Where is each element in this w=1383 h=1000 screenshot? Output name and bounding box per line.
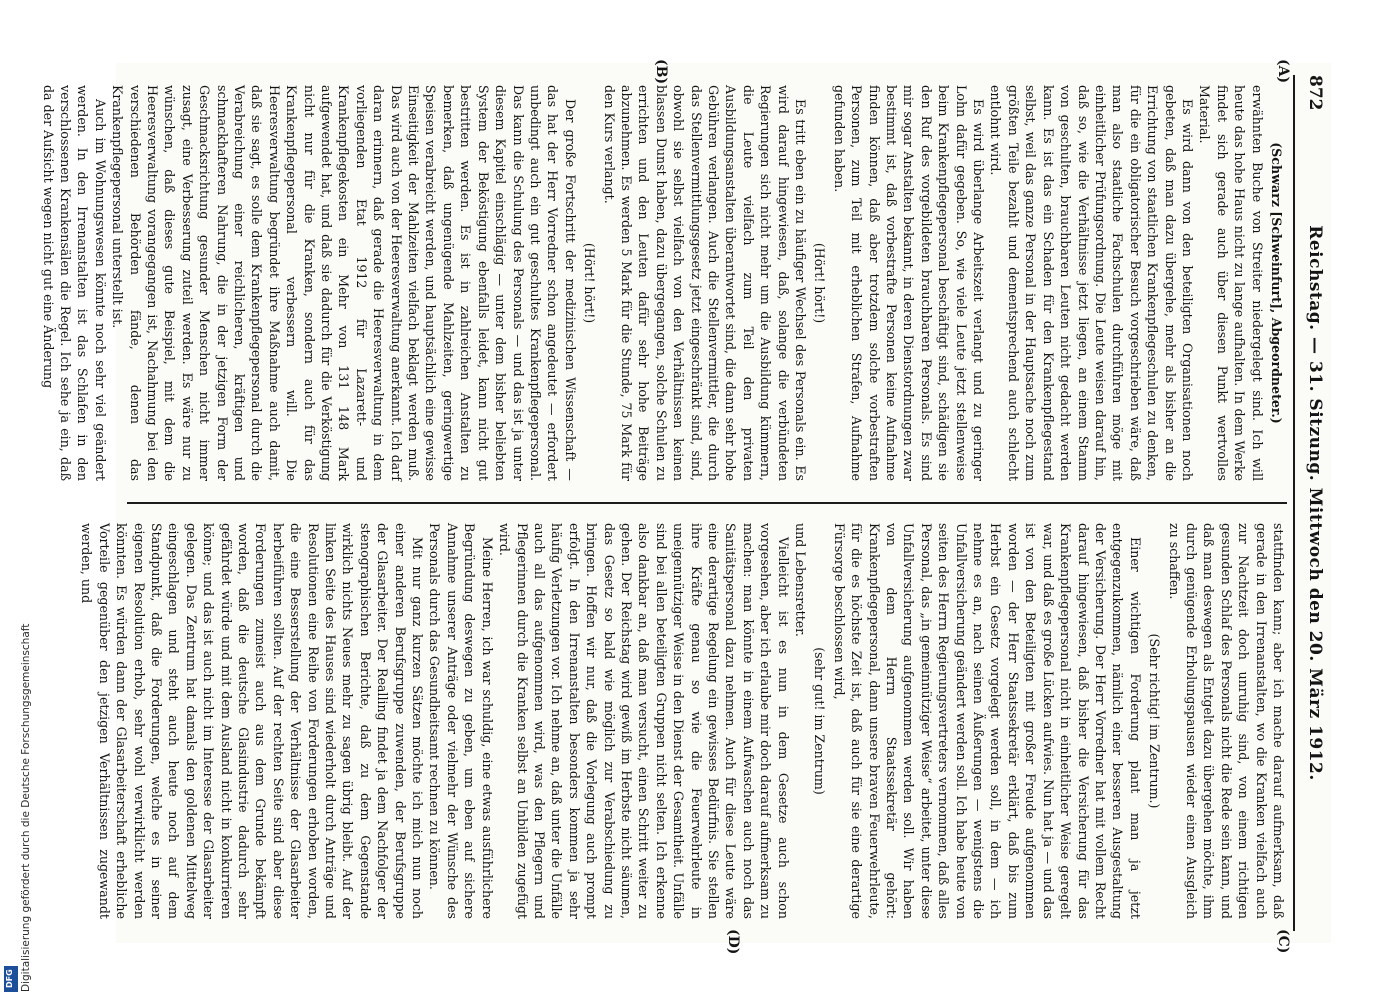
page-number: 872 — [1305, 75, 1325, 111]
paragraph: Es wird überlange Arbeitszeit verlangt und zu geringer Lohn dafür gegeben. So, wie viele Leute jetzt stellenweise beim Krankenpflegepersonal beschäftigt sind, schädigen sie den Ruf des vorgebildeten brauchbaren Personals. Es sind mir sogar Anstalten bekannt, in deren Dienstordnungen zwar bestimmt ist, daß vorbestrafte Personen keine Aufnahme finden können, daß aber trotzdem solche vorbestraften Personen, zum Teil mit erheblichen Strafen, Aufnahme gefunden haben. — [831, 85, 987, 481]
speaker-line: (Schwarz [Schweinfurt], Abgeordneter.) — [1269, 142, 1284, 424]
margin-letter-b: (B) — [653, 59, 669, 85]
scanned-page — [40, 59, 1331, 955]
margin-letter-a: (A) — [1275, 59, 1291, 84]
column-divider — [127, 502, 1287, 504]
paragraph: stattfinden kann; aber ich mache darauf aufmerksam, daß gerade in den Irrenanstalten, wo die Kranken vielfach auch zur Nachtzeit doch unruhig sind, von einem richtigen gesunden Schlaf des Personals nicht die Rede sein kann, und daß man deswegen als Entgelt dazu übergehen möchte, ihm durch genügende Erholungspausen wieder einen Ausgleich zu schaffen. — [1166, 523, 1286, 919]
paragraph: Auch im Wohnungswesen könnte noch sehr viel geändert werden. In den Irrenanstalten ist das Schlafen in den verschlossenen Krankensälen die Regel. Ich sehe ja ein, daß da der Aufsicht wegen nicht gut eine Änderung — [40, 85, 108, 481]
paragraph: erwähnten Buche von Streiter niedergelegt sind. Ich will heute das hohe Haus nicht zu lange aufhalten. In dem Werke findet sich gerade auch über diesen Punkt wertvolles Material. — [1197, 85, 1265, 481]
dfg-logo — [4, 966, 18, 992]
reaction: (Sehr richtig! im Zentrum.) — [1147, 633, 1163, 809]
margin-letter-d: (D) — [725, 929, 741, 955]
digitization-credit: Digitalisierung gefördert durch die Deutsche Forschungsgemeinschaft — [20, 623, 32, 992]
paragraph: Vielleicht ist es nun in dem Gesetze auch schon vorgesehen, aber ich erlaube mir doch darauf aufmerksam zu machen: man könnte in einem Aufwaschen auch noch das Sanitätspersonal dazu nehmen. Auch für diese Leute wäre eine derartige Regelung ein gewisses Bedürfnis. Sie stellen ihre Kräfte genau so wie die Feuerwehrleute in uneigennütziger Weise in den Dienst der Gesamtheit. Unfälle sind bei allen beteiligten Gruppen nicht selten. Ich erkenne also dankbar an, daß man versucht, einen Schritt weiter zu gehen. Der Reichstag wird gewiß im Herbste nicht säumen, das Gesetz so bald wie möglich zur Verabschiedung zu bringen. Hoffen wir nur, daß die Vorlegung auch prompt erfolgt. In den Irrenanstalten besonders kommen ja sehr häufig Verletzungen vor. Ich nehme an, daß unter die Unfälle auch all das aufgenommen wird, was den Pflegern und Pflegerinnen durch die Kranken selbst an Unbilden zugefügt wird. — [497, 523, 791, 919]
margin-letter-c: (C) — [1275, 929, 1291, 954]
paragraph: Mit nur ganz kurzen Sätzen möchte ich mich nun noch einer anderen Berufsgruppe zuwenden, der Berufsgruppe der Glasarbeiter. Der Realling findet ja dem Nachfolger der stenographischen Berichte, daß zu dem Gegenstande wirklich nichts Neues mehr zu sagen übrig bleibt. Auf der linken Seite des Hauses sind wiederholt durch Anträge und Resolutionen eine Reihe von Forderungen erhoben worden, die eine Besserstellung der Verhältnisse der Glasarbeiter herbeiführen sollten. Auf der rechten Seite sind aber diese Forderungen zumeist auch aus dem Grunde bekämpft worden, daß die deutsche Glasindustrie dadurch sehr gefährdet würde und mit dem Ausland nicht in konkurrieren könne; und das ist auch nicht im Interesse der Glasarbeiter gelegen. Das Zentrum hat damals den goldenen Mittelweg eingeschlagen und steht auch heute noch auf dem Standpunkt, daß die Forderungen, welche es in seiner eigenen Resolution erhob, sehr wohl verwirklicht werden könnten. Es würden dann der Glasarbeiterschaft erhebliche Vorteile gegenüber den jetzigen Verhältnissen zugewandt werden, und — [79, 523, 426, 919]
page-title: Reichstag. — 31. Sitzung. Mittwoch den 20. März 1912. — [1305, 225, 1325, 781]
paragraph: Es wird dann von den beteiligten Organisationen noch gebeten, daß man dazu übergehe, mehr als bisher an die Errichtung von staatlichen Krankenpflegeschulen zu denken, für die ein obligatorischer Besuch vorgeschrieben wäre, daß man also staatliche Fachschulen durchführen möge mit einheitlicher Prüfungsordnung. Die Leute weisen darauf hin, daß so, wie die Verhältnisse jetzt liegen, an einem Stamm von geschulten, brauchbaren Leuten nicht gedacht werden kann. Es ist das ein Schaden für den Krankenpflegestand selbst, weil das ganze Personal in der Hauptsache noch zum größten Teile bezahlt und dementsprechend auch schlecht entlohnt wird. — [988, 85, 1195, 481]
page-header — [1293, 75, 1331, 931]
left-column — [40, 85, 1287, 481]
paragraph: und Lebensretter. — [793, 523, 809, 637]
paragraph: Einer wichtigen Forderung plant man ja jetzt entgegenzukommen, nämlich einer besseren Ausgestaltung der Versicherung. Der Herr Vorredner hat mit vollem Recht darauf hingewiesen, daß bisher die Versicherung für das Krankenpflegepersonal nicht in einheitlicher Weise geregelt war, und daß es große Lücken aufwies. Nun hat ja — und das ist von den Beteiligten mit großer Freude aufgenommen worden — der Herr Staatssekretär erklärt, daß bis zum Herbst ein Gesetz vorgelegt werden soll, in dem — ich nehme es an, nach seinen Äußerungen — wenigstens die Unfallversicherung geändert werden soll. Ich habe heute von seiten des Herrn Regierungsvertreters vernommen, daß alles Personal, das „in gemeinnütziger Weise“ arbeitet, unter diese Unfallversicherung aufgenommen werden soll. Wir haben von dem Herrn Staatssekretär gehört: Krankenpflegepersonal, dann unsere braven Feuerwehrleute, für die es höchste Zeit ist, daß auch für sie eine derartige Fürsorge beschlossen wird, — [831, 523, 1143, 919]
paragraph: Es tritt eben ein zu häufiger Wechsel des Personals ein. Es wird darauf hingewiesen, daß, solange die verbündeten Regierungen sich nicht mehr um die Ausbildung kümmern, die Leute vielfach zum Teil den privaten Ausbildungsanstalten überantwortet sind, die dann sehr hohe Gebühren verlangen. Auch die Stellenvermittler, die durch das Stellenvermittlungsgesetz jetzt eingeschränkt sind, sind, obwohl sie selbst vielfach von den Verhältnissen keinen blassen Dunst haben, dazu übergegangen, solche Schulen zu errichten und den Leuten dafür sehr hohe Beiträge abzunehmen. Es werden 5 Mark für die Stunde, 75 Mark für den Kurs verlangt. — [601, 85, 809, 481]
dfg-logo-text: DFG — [5, 969, 14, 988]
reaction: (sehr gut! im Zentrum) — [812, 647, 828, 795]
reaction: (Hört! hört!) — [812, 242, 828, 324]
reaction: (Hört! hört!) — [582, 242, 598, 324]
paragraph: Meine Herren, ich war schuldig, eine etwas ausführlichere Begründung deswegen zu geben, um eben auf sichere Annahme unserer Anträge oder vielmehr der Wünsche des Personals durch das Gesundheitsamt rechnen zu können. — [427, 523, 495, 919]
paragraph: Der große Fortschritt der medizinischen Wissenschaft — das hat der Herr Vorredner schon angedeutet — erfordert unbedingt auch ein gut geschultes Krankenpflegepersonal. Das kann die Schulung des Personals — und das ist ja unter diesem Kapitel einschlägig — unter dem bisher beliebten System der Beköstigung ebenfalls leidet, kann nicht gut bestritten werden. Es ist in zahlreichen Anstalten zu bemerken, daß ungenügende Mahlzeiten, geringwertige Speisen verabreicht werden, und hauptsächlich eine gewisse Einseitigkeit der Mahlzeiten vielfach beklagt werden muß. Das wird auch von der Heeresverwaltung anerkannt. Ich darf daran erinnern, daß gerade die Heeresverwaltung in dem vorliegenden Etat 1912 für Lazarett- und Krankenpflegekosten ein Mehr von 131 148 Mark aufgewendet hat, und daß sie dadurch für die Verköstigung nicht nur für die Kranken, sondern auch für das Krankenpflegepersonal verbessern will. Die Heeresverwaltung begründet ihre Maßnahme auch damit, daß sie sagt, es solle dem Krankenpflegepersonal durch die Verabreichung einer reichlicheren, kräftigen und schmackhafteren Nahrung, die in der jetzigen Form der Geschmacksrichtung gesunder Menschen nicht immer zusagt, eine Verbesserung zuteil werden. Es wäre nur zu wünschen, daß dieses gute Beispiel, mit dem die Heeresverwaltung vorangegangen ist, Nachahmung bei den verschiedenen Behörden fände, denen das Krankenpflegepersonal unterstellt ist. — [110, 85, 578, 481]
right-column — [79, 523, 1287, 919]
